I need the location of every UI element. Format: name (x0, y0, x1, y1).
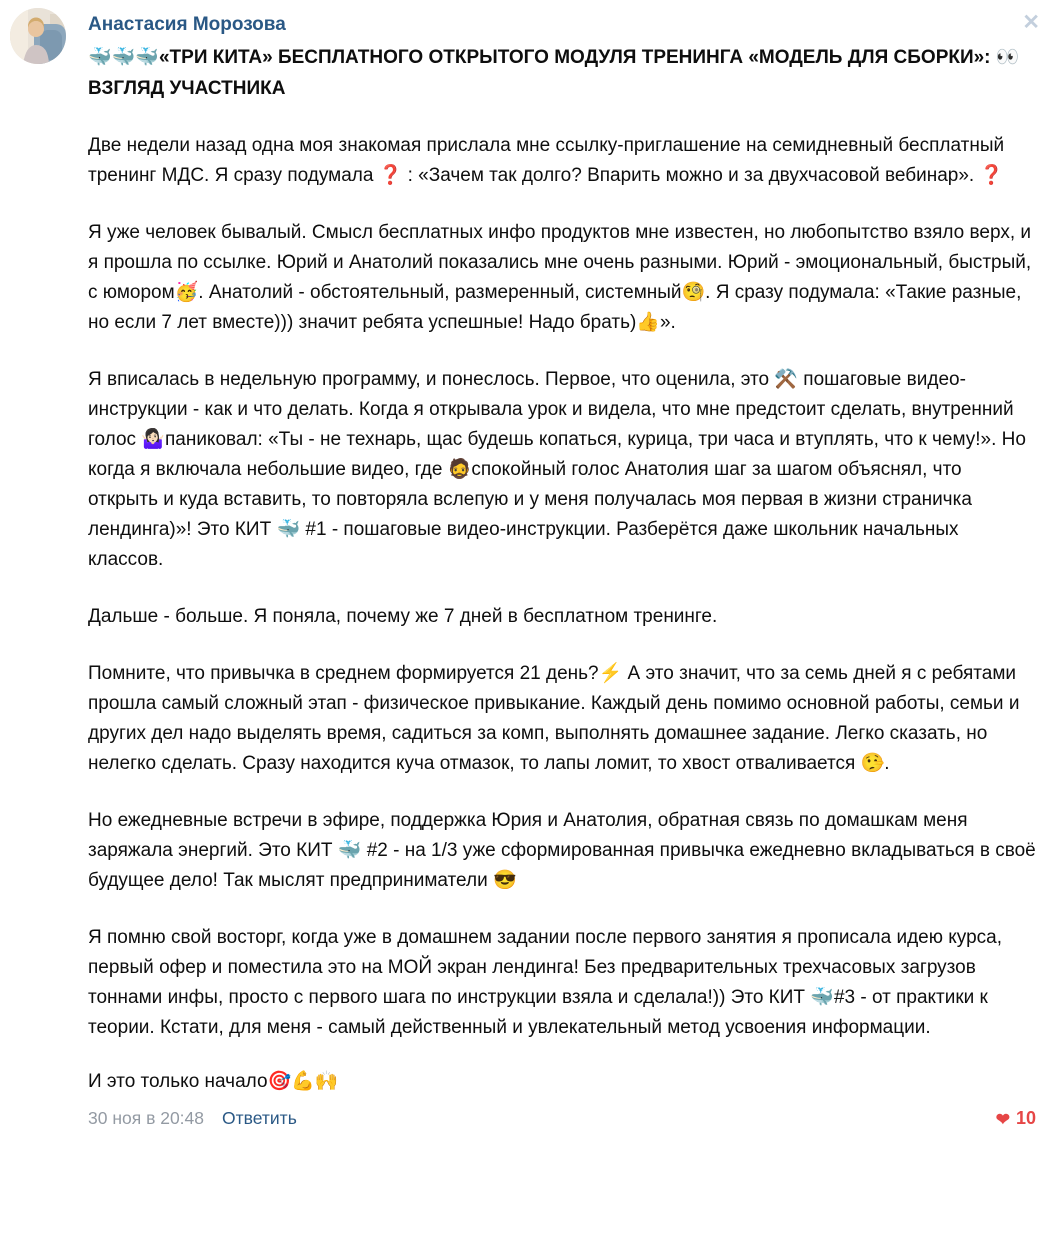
comment-paragraph: Дальше - больше. Я поняла, почему же 7 дней в бесплатном тренинге. (88, 606, 718, 627)
comment-title: 🐳🐳🐳«ТРИ КИТА» БЕСПЛАТНОГО ОТКРЫТОГО МОДУЛЯ ТРЕНИНГА «МОДЕЛЬ ДЛЯ СБОРКИ»: 👀ВЗГЛЯД УЧАСТНИКА (88, 47, 1020, 99)
comment-content (88, 8, 1036, 1131)
comment-paragraph: Я вписалась в недельную программу, и понеслось. Первое, что оценила, это ⚒️ пошаговые видео-инструкции - как и что делать. Когда я открывала урок и видела, что мне предстоит сделать, внутренний голос 🤷🏻‍♀️паниковал: «Ты - не технарь, щас будешь копаться, курица, три часа и втуплять, что к чему!». Но когда я включала небольшие видео, где 🧔спокойный голос Анатолия шаг за шагом объяснял, что открыть и куда вставить, то повторяла вслепую и у меня получалась моя первая в жизни страничка лендинга)»! Это КИТ 🐳 #1 - пошаговые видео-инструкции. Разберётся даже школьник начальных классов. (88, 369, 1026, 570)
comment-paragraph: Я помню свой восторг, когда уже в домашнем задании после первого занятия я прописала идею курса, первый офер и поместила это на МОЙ экран лендинга! Без предварительных трехчасовых загрузов тоннами инфы, просто с первого шага по инструкции взяла и сделала!)) Это КИТ 🐳#3 - от практики к теории. Кстати, для меня - самый действенный и увлекательный метод усвоения информации. (88, 927, 1002, 1038)
timestamp: 30 ноя в 20:48 (88, 1108, 205, 1128)
comment-paragraph: Но ежедневные встречи в эфире, поддержка Юрия и Анатолия, обратная связь по домашкам меня заряжала энергий. Это КИТ 🐳 #2 - на 1/3 уже сформированная привычка ежедневно вкладываться в своё будущее дело! Так мыслят предприниматели 😎 (88, 810, 1036, 891)
comment-paragraph: И это только начало🎯💪🙌 (88, 1071, 339, 1092)
comment-paragraph: Я уже человек бывалый. Смысл бесплатных инфо продуктов мне известен, но любопытство взяло верх, и я прошла по ссылке. Юрий и Анатолий показались мне очень разными. Юрий - эмоциональный, быстрый, с юмором🥳. Анатолий - обстоятельный, размеренный, системный🧐. Я сразу подумала: «Такие разные, но если 7 лет вместе))) значит ребята успешные! Надо брать)👍». (88, 222, 1032, 333)
comment-footer (88, 1105, 1036, 1131)
like-button[interactable] (996, 1105, 1036, 1131)
close-icon[interactable]: ✕ (1022, 11, 1040, 34)
comment-paragraph: Две недели назад одна моя знакомая прислала мне ссылку-приглашение на семидневный бесплатный тренинг МДС. Я сразу подумала ❓ : «Зачем так долго? Впарить можно и за двухчасовой вебинар». ❓ (88, 135, 1005, 186)
avatar[interactable] (10, 8, 66, 64)
avatar-photo (10, 8, 66, 64)
like-count: 10 (1015, 1108, 1036, 1128)
comment-paragraph: Помните, что привычка в среднем формируется 21 день?⚡ А это значит, что за семь дней я с ребятами прошла самый сложный этап - физическое привыкание. Каждый день помимо основной работы, семьи и других дел надо выделять время, садиться за комп, выполнять домашнее задание. Легко сказать, но нелегко сделать. Сразу находится куча отмазок, то лапы ломит, то хвост отваливается 🤥. (88, 663, 1020, 774)
heart-icon: ❤ (995, 1109, 1010, 1129)
reply-button[interactable]: Ответить (222, 1108, 297, 1128)
author-name[interactable]: Анастасия Морозова (88, 14, 286, 35)
